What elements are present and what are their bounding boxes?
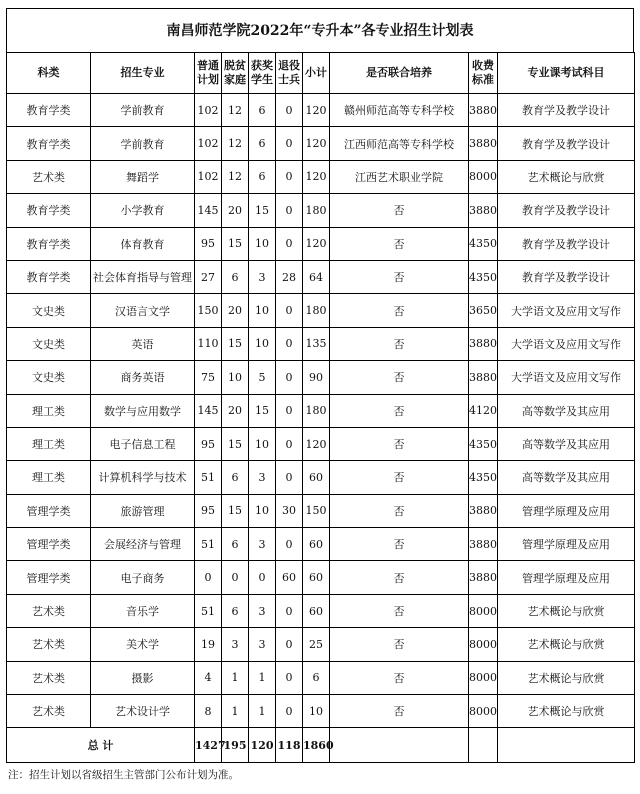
cell-major: 英语 — [91, 327, 195, 360]
cell-joint: 否 — [330, 661, 469, 694]
table-row — [7, 194, 635, 227]
cell-regular: 51 — [195, 528, 222, 561]
cell-regular: 95 — [195, 227, 222, 260]
cell-joint: 江西艺术职业学院 — [330, 160, 469, 193]
cell-subtotal: 60 — [303, 594, 330, 627]
cell-poverty: 20 — [222, 294, 249, 327]
cell-exam: 大学语文及应用文写作 — [498, 294, 635, 327]
cell-award: 10 — [249, 427, 276, 460]
cell-major: 旅游管理 — [91, 494, 195, 527]
header-exam: 专业课考试科目 — [498, 53, 635, 94]
cell-regular: 150 — [195, 294, 222, 327]
cell-fee: 4350 — [469, 227, 498, 260]
cell-major: 小学教育 — [91, 194, 195, 227]
page-title: 南昌师范学院2022年“专升本”各专业招生计划表 — [6, 8, 634, 52]
cell-subtotal: 64 — [303, 260, 330, 293]
cell-veteran: 0 — [276, 461, 303, 494]
cell-category: 教育学类 — [7, 94, 91, 127]
cell-subtotal: 120 — [303, 94, 330, 127]
cell-fee: 3880 — [469, 327, 498, 360]
cell-category: 管理学类 — [7, 561, 91, 594]
cell-poverty: 0 — [222, 561, 249, 594]
cell-award: 10 — [249, 227, 276, 260]
cell-category: 文史类 — [7, 294, 91, 327]
cell-veteran: 0 — [276, 94, 303, 127]
cell-fee: 3880 — [469, 127, 498, 160]
cell-poverty: 10 — [222, 361, 249, 394]
cell-fee: 8000 — [469, 594, 498, 627]
table-row — [7, 561, 635, 594]
cell-veteran: 0 — [276, 361, 303, 394]
cell-joint: 否 — [330, 361, 469, 394]
cell-joint: 否 — [330, 461, 469, 494]
cell-category: 艺术类 — [7, 594, 91, 627]
cell-award: 3 — [249, 528, 276, 561]
table-body — [7, 94, 635, 763]
table-row — [7, 127, 635, 160]
total-empty-fee — [469, 728, 498, 763]
cell-subtotal: 10 — [303, 695, 330, 728]
cell-major: 电子商务 — [91, 561, 195, 594]
cell-regular: 110 — [195, 327, 222, 360]
total-regular: 1427 — [195, 728, 222, 763]
cell-major: 摄影 — [91, 661, 195, 694]
cell-exam: 教育学及教学设计 — [498, 94, 635, 127]
cell-subtotal: 60 — [303, 528, 330, 561]
cell-regular: 145 — [195, 194, 222, 227]
cell-fee: 3880 — [469, 194, 498, 227]
cell-exam: 高等数学及其应用 — [498, 394, 635, 427]
cell-category: 管理学类 — [7, 494, 91, 527]
cell-major: 会展经济与管理 — [91, 528, 195, 561]
cell-veteran: 0 — [276, 227, 303, 260]
cell-poverty: 1 — [222, 661, 249, 694]
cell-exam: 教育学及教学设计 — [498, 194, 635, 227]
cell-subtotal: 120 — [303, 160, 330, 193]
cell-joint: 否 — [330, 427, 469, 460]
cell-award: 10 — [249, 294, 276, 327]
cell-poverty: 3 — [222, 628, 249, 661]
cell-fee: 8000 — [469, 695, 498, 728]
cell-subtotal: 120 — [303, 427, 330, 460]
table-row — [7, 160, 635, 193]
table-row — [7, 695, 635, 728]
table-row — [7, 327, 635, 360]
cell-subtotal: 180 — [303, 194, 330, 227]
cell-veteran: 0 — [276, 160, 303, 193]
cell-major: 体育教育 — [91, 227, 195, 260]
cell-regular: 51 — [195, 461, 222, 494]
cell-exam: 艺术概论与欣赏 — [498, 695, 635, 728]
cell-veteran: 0 — [276, 427, 303, 460]
cell-exam: 艺术概论与欣赏 — [498, 160, 635, 193]
cell-joint: 否 — [330, 194, 469, 227]
cell-category: 艺术类 — [7, 661, 91, 694]
cell-joint: 否 — [330, 494, 469, 527]
cell-veteran: 0 — [276, 594, 303, 627]
cell-award: 10 — [249, 494, 276, 527]
cell-veteran: 30 — [276, 494, 303, 527]
cell-joint: 否 — [330, 628, 469, 661]
cell-joint: 否 — [330, 528, 469, 561]
cell-regular: 75 — [195, 361, 222, 394]
cell-category: 教育学类 — [7, 260, 91, 293]
cell-major: 电子信息工程 — [91, 427, 195, 460]
cell-joint: 否 — [330, 594, 469, 627]
header-joint: 是否联合培养 — [330, 53, 469, 94]
cell-regular: 4 — [195, 661, 222, 694]
cell-veteran: 60 — [276, 561, 303, 594]
table-row — [7, 661, 635, 694]
cell-regular: 145 — [195, 394, 222, 427]
table-row — [7, 594, 635, 627]
cell-regular: 8 — [195, 695, 222, 728]
cell-joint: 赣州师范高等专科学校 — [330, 94, 469, 127]
cell-award: 3 — [249, 628, 276, 661]
cell-exam: 大学语文及应用文写作 — [498, 361, 635, 394]
cell-major: 舞蹈学 — [91, 160, 195, 193]
cell-exam: 艺术概论与欣赏 — [498, 594, 635, 627]
cell-award: 1 — [249, 695, 276, 728]
header-major: 招生专业 — [91, 53, 195, 94]
cell-exam: 高等数学及其应用 — [498, 427, 635, 460]
cell-category: 艺术类 — [7, 160, 91, 193]
cell-award: 0 — [249, 561, 276, 594]
cell-major: 汉语言文学 — [91, 294, 195, 327]
cell-subtotal: 60 — [303, 561, 330, 594]
cell-exam: 教育学及教学设计 — [498, 127, 635, 160]
cell-award: 15 — [249, 194, 276, 227]
table-row — [7, 461, 635, 494]
cell-category: 教育学类 — [7, 227, 91, 260]
cell-veteran: 0 — [276, 661, 303, 694]
cell-joint: 否 — [330, 294, 469, 327]
table-row — [7, 361, 635, 394]
cell-award: 15 — [249, 394, 276, 427]
cell-subtotal: 180 — [303, 294, 330, 327]
cell-fee: 8000 — [469, 628, 498, 661]
table-row — [7, 528, 635, 561]
cell-poverty: 6 — [222, 528, 249, 561]
cell-category: 文史类 — [7, 361, 91, 394]
cell-subtotal: 150 — [303, 494, 330, 527]
cell-veteran: 0 — [276, 394, 303, 427]
table-row — [7, 628, 635, 661]
cell-joint: 否 — [330, 227, 469, 260]
total-subtotal: 1860 — [303, 728, 330, 763]
cell-poverty: 15 — [222, 494, 249, 527]
cell-subtotal: 180 — [303, 394, 330, 427]
cell-award: 3 — [249, 461, 276, 494]
cell-category: 理工类 — [7, 427, 91, 460]
cell-major: 数学与应用数学 — [91, 394, 195, 427]
header-veteran: 退役士兵 — [276, 53, 303, 94]
cell-poverty: 12 — [222, 94, 249, 127]
cell-award: 3 — [249, 594, 276, 627]
table-row — [7, 94, 635, 127]
cell-regular: 102 — [195, 127, 222, 160]
cell-subtotal: 90 — [303, 361, 330, 394]
cell-category: 文史类 — [7, 327, 91, 360]
cell-major: 音乐学 — [91, 594, 195, 627]
cell-category: 理工类 — [7, 461, 91, 494]
cell-fee: 3880 — [469, 494, 498, 527]
cell-subtotal: 60 — [303, 461, 330, 494]
total-label: 总 计 — [7, 728, 195, 763]
cell-category: 教育学类 — [7, 194, 91, 227]
header-category: 科类 — [7, 53, 91, 94]
cell-subtotal: 6 — [303, 661, 330, 694]
cell-award: 6 — [249, 127, 276, 160]
cell-regular: 0 — [195, 561, 222, 594]
cell-subtotal: 120 — [303, 227, 330, 260]
cell-poverty: 20 — [222, 194, 249, 227]
cell-veteran: 0 — [276, 127, 303, 160]
cell-major: 学前教育 — [91, 127, 195, 160]
cell-award: 5 — [249, 361, 276, 394]
cell-poverty: 20 — [222, 394, 249, 427]
cell-exam: 大学语文及应用文写作 — [498, 327, 635, 360]
header-poverty: 脱贫家庭 — [222, 53, 249, 94]
cell-poverty: 12 — [222, 127, 249, 160]
header-fee: 收费标准 — [469, 53, 498, 94]
cell-regular: 51 — [195, 594, 222, 627]
cell-regular: 27 — [195, 260, 222, 293]
cell-award: 3 — [249, 260, 276, 293]
cell-subtotal: 135 — [303, 327, 330, 360]
cell-major: 学前教育 — [91, 94, 195, 127]
cell-poverty: 6 — [222, 594, 249, 627]
cell-fee: 3880 — [469, 528, 498, 561]
cell-category: 管理学类 — [7, 528, 91, 561]
table-row — [7, 494, 635, 527]
cell-exam: 管理学原理及应用 — [498, 494, 635, 527]
cell-veteran: 0 — [276, 528, 303, 561]
cell-regular: 102 — [195, 94, 222, 127]
cell-joint: 否 — [330, 327, 469, 360]
total-row — [7, 728, 635, 763]
cell-poverty: 6 — [222, 260, 249, 293]
cell-exam: 艺术概论与欣赏 — [498, 628, 635, 661]
cell-major: 美术学 — [91, 628, 195, 661]
cell-veteran: 0 — [276, 194, 303, 227]
cell-exam: 艺术概论与欣赏 — [498, 661, 635, 694]
cell-fee: 4350 — [469, 427, 498, 460]
cell-exam: 高等数学及其应用 — [498, 461, 635, 494]
cell-major: 计算机科学与技术 — [91, 461, 195, 494]
cell-exam: 教育学及教学设计 — [498, 227, 635, 260]
cell-award: 6 — [249, 94, 276, 127]
cell-regular: 95 — [195, 427, 222, 460]
cell-major: 商务英语 — [91, 361, 195, 394]
cell-poverty: 1 — [222, 695, 249, 728]
cell-award: 10 — [249, 327, 276, 360]
cell-category: 艺术类 — [7, 695, 91, 728]
cell-award: 1 — [249, 661, 276, 694]
cell-regular: 19 — [195, 628, 222, 661]
cell-veteran: 0 — [276, 294, 303, 327]
cell-joint: 江西师范高等专科学校 — [330, 127, 469, 160]
total-award: 120 — [249, 728, 276, 763]
cell-fee: 4350 — [469, 461, 498, 494]
cell-exam: 管理学原理及应用 — [498, 561, 635, 594]
cell-veteran: 0 — [276, 628, 303, 661]
enrollment-plan-table — [6, 52, 635, 763]
cell-joint: 否 — [330, 561, 469, 594]
cell-poverty: 6 — [222, 461, 249, 494]
cell-fee: 4120 — [469, 394, 498, 427]
total-empty-joint — [330, 728, 469, 763]
cell-regular: 102 — [195, 160, 222, 193]
cell-regular: 95 — [195, 494, 222, 527]
cell-poverty: 15 — [222, 227, 249, 260]
table-row — [7, 427, 635, 460]
cell-joint: 否 — [330, 260, 469, 293]
table-header-row — [7, 53, 635, 94]
cell-veteran: 0 — [276, 695, 303, 728]
table-row — [7, 294, 635, 327]
total-empty-exam — [498, 728, 635, 763]
header-regular: 普通计划 — [195, 53, 222, 94]
cell-fee: 3880 — [469, 361, 498, 394]
cell-subtotal: 25 — [303, 628, 330, 661]
header-award: 获奖学生 — [249, 53, 276, 94]
cell-joint: 否 — [330, 695, 469, 728]
cell-category: 艺术类 — [7, 628, 91, 661]
cell-subtotal: 120 — [303, 127, 330, 160]
cell-poverty: 15 — [222, 427, 249, 460]
cell-poverty: 15 — [222, 327, 249, 360]
cell-category: 理工类 — [7, 394, 91, 427]
cell-major: 艺术设计学 — [91, 695, 195, 728]
cell-veteran: 28 — [276, 260, 303, 293]
cell-veteran: 0 — [276, 327, 303, 360]
cell-major: 社会体育指导与管理 — [91, 260, 195, 293]
cell-exam: 管理学原理及应用 — [498, 528, 635, 561]
cell-fee: 3650 — [469, 294, 498, 327]
table-row — [7, 394, 635, 427]
cell-joint: 否 — [330, 394, 469, 427]
table-row — [7, 227, 635, 260]
cell-poverty: 12 — [222, 160, 249, 193]
cell-fee: 8000 — [469, 160, 498, 193]
total-veteran: 118 — [276, 728, 303, 763]
cell-exam: 教育学及教学设计 — [498, 260, 635, 293]
table-row — [7, 260, 635, 293]
cell-fee: 3880 — [469, 94, 498, 127]
cell-award: 6 — [249, 160, 276, 193]
cell-fee: 8000 — [469, 661, 498, 694]
cell-category: 教育学类 — [7, 127, 91, 160]
cell-fee: 4350 — [469, 260, 498, 293]
cell-fee: 3880 — [469, 561, 498, 594]
footnote: 注：招生计划以省级招生主管部门公布计划为准。 — [8, 769, 239, 781]
header-subtotal: 小计 — [303, 53, 330, 94]
total-poverty: 195 — [222, 728, 249, 763]
